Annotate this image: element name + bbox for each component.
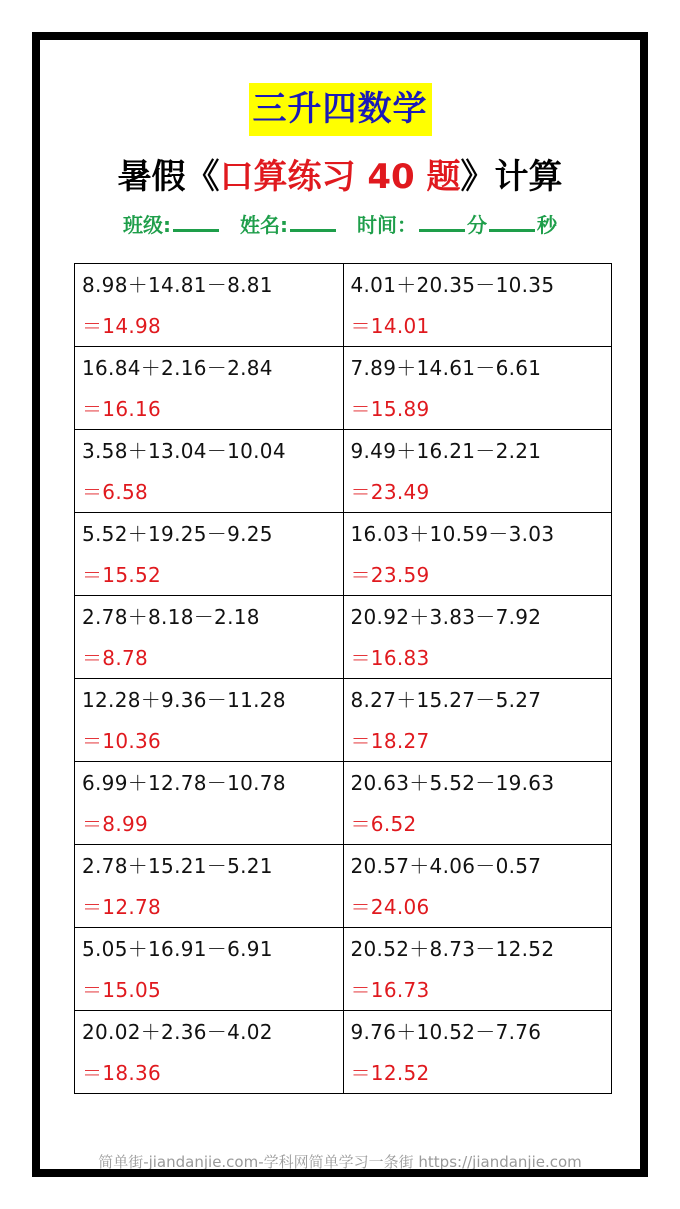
problem-answer: ＝8.99 [82,812,149,836]
name-label: 姓名: [240,213,288,237]
problem-cell [75,679,344,762]
table-row [75,596,612,679]
problem-expression: 20.52＋8.73－12.52 [350,937,555,961]
problem-cell [343,430,612,513]
problem-grid [74,263,612,1094]
table-row [75,1011,612,1094]
problem-cell [75,596,344,679]
table-row [75,845,612,928]
name-blank[interactable] [290,211,336,232]
problem-expression: 9.49＋16.21－2.21 [350,439,542,463]
subtitle-suffix: 》计算 [460,157,563,197]
worksheet-subtitle [40,152,640,202]
problem-expression: 5.05＋16.91－6.91 [82,937,273,961]
minutes-blank[interactable] [419,211,465,232]
problem-expression: 20.02＋2.36－4.02 [82,1020,273,1044]
problem-answer: ＝15.05 [82,978,162,1002]
problem-expression: 16.84＋2.16－2.84 [82,356,273,380]
problem-cell [75,762,344,845]
subtitle-highlight: 口算练习 40 题 [219,157,461,197]
problem-cell [75,264,344,347]
problem-cell [75,513,344,596]
class-label: 班级: [123,213,172,237]
problem-answer: ＝16.73 [350,978,430,1002]
table-row [75,513,612,596]
problem-answer: ＝15.52 [82,563,162,587]
problem-answer: ＝24.06 [350,895,430,919]
problem-cell [343,347,612,430]
problem-expression: 8.27＋15.27－5.27 [350,688,542,712]
table-row [75,679,612,762]
problem-answer: ＝10.36 [82,729,162,753]
problem-expression: 12.28＋9.36－11.28 [82,688,286,712]
problem-answer: ＝8.78 [82,646,149,670]
table-row [75,347,612,430]
problem-cell [75,928,344,1011]
problem-expression: 5.52＋19.25－9.25 [82,522,273,546]
problem-expression: 8.98＋14.81－8.81 [82,273,273,297]
problem-cell [343,264,612,347]
class-blank[interactable] [173,211,219,232]
problem-expression: 4.01＋20.35－10.35 [350,273,555,297]
problem-cell [343,513,612,596]
problem-cell [75,347,344,430]
problem-answer: ＝23.49 [350,480,430,504]
problem-expression: 20.57＋4.06－0.57 [350,854,542,878]
problem-cell [75,1011,344,1094]
problem-answer: ＝12.52 [350,1061,430,1085]
problem-expression: 7.89＋14.61－6.61 [350,356,542,380]
table-row [75,928,612,1011]
problem-answer: ＝16.16 [82,397,162,421]
student-info-line [40,210,640,240]
problem-expression: 9.76＋10.52－7.76 [350,1020,542,1044]
problem-answer: ＝6.58 [82,480,149,504]
problem-answer: ＝15.89 [350,397,430,421]
problem-answer: ＝18.27 [350,729,430,753]
problem-cell [343,845,612,928]
time-label: 时间： [356,213,417,237]
problem-answer: ＝18.36 [82,1061,162,1085]
table-row [75,762,612,845]
problem-answer: ＝14.01 [350,314,430,338]
seconds-blank[interactable] [489,211,535,232]
footer-watermark: 简单街-jiandanjie.com-学科网简单学习一条街 https://jiandanjie.com [98,1153,582,1171]
table-row [75,430,612,513]
title-container [40,83,640,136]
problem-cell [343,596,612,679]
problem-answer: ＝14.98 [82,314,162,338]
problem-expression: 2.78＋15.21－5.21 [82,854,273,878]
table-row [75,264,612,347]
problem-expression: 20.92＋3.83－7.92 [350,605,542,629]
problem-answer: ＝16.83 [350,646,430,670]
problem-expression: 16.03＋10.59－3.03 [350,522,555,546]
problem-answer: ＝12.78 [82,895,162,919]
problem-answer: ＝23.59 [350,563,430,587]
problem-cell [343,1011,612,1094]
problem-expression: 3.58＋13.04－10.04 [82,439,286,463]
problem-cell [343,762,612,845]
worksheet-title: 三升四数学 [249,83,432,136]
problem-cell [343,928,612,1011]
problem-cell [75,845,344,928]
problem-answer: ＝6.52 [350,812,417,836]
problem-cell [75,430,344,513]
problem-expression: 6.99＋12.78－10.78 [82,771,286,795]
problem-expression: 2.78＋8.18－2.18 [82,605,260,629]
seconds-label: 秒 [536,213,557,237]
worksheet-frame [32,32,648,1177]
minutes-label: 分 [466,213,487,237]
problem-cell [343,679,612,762]
problem-expression: 20.63＋5.52－19.63 [350,771,555,795]
subtitle-prefix: 暑假《 [117,157,220,197]
